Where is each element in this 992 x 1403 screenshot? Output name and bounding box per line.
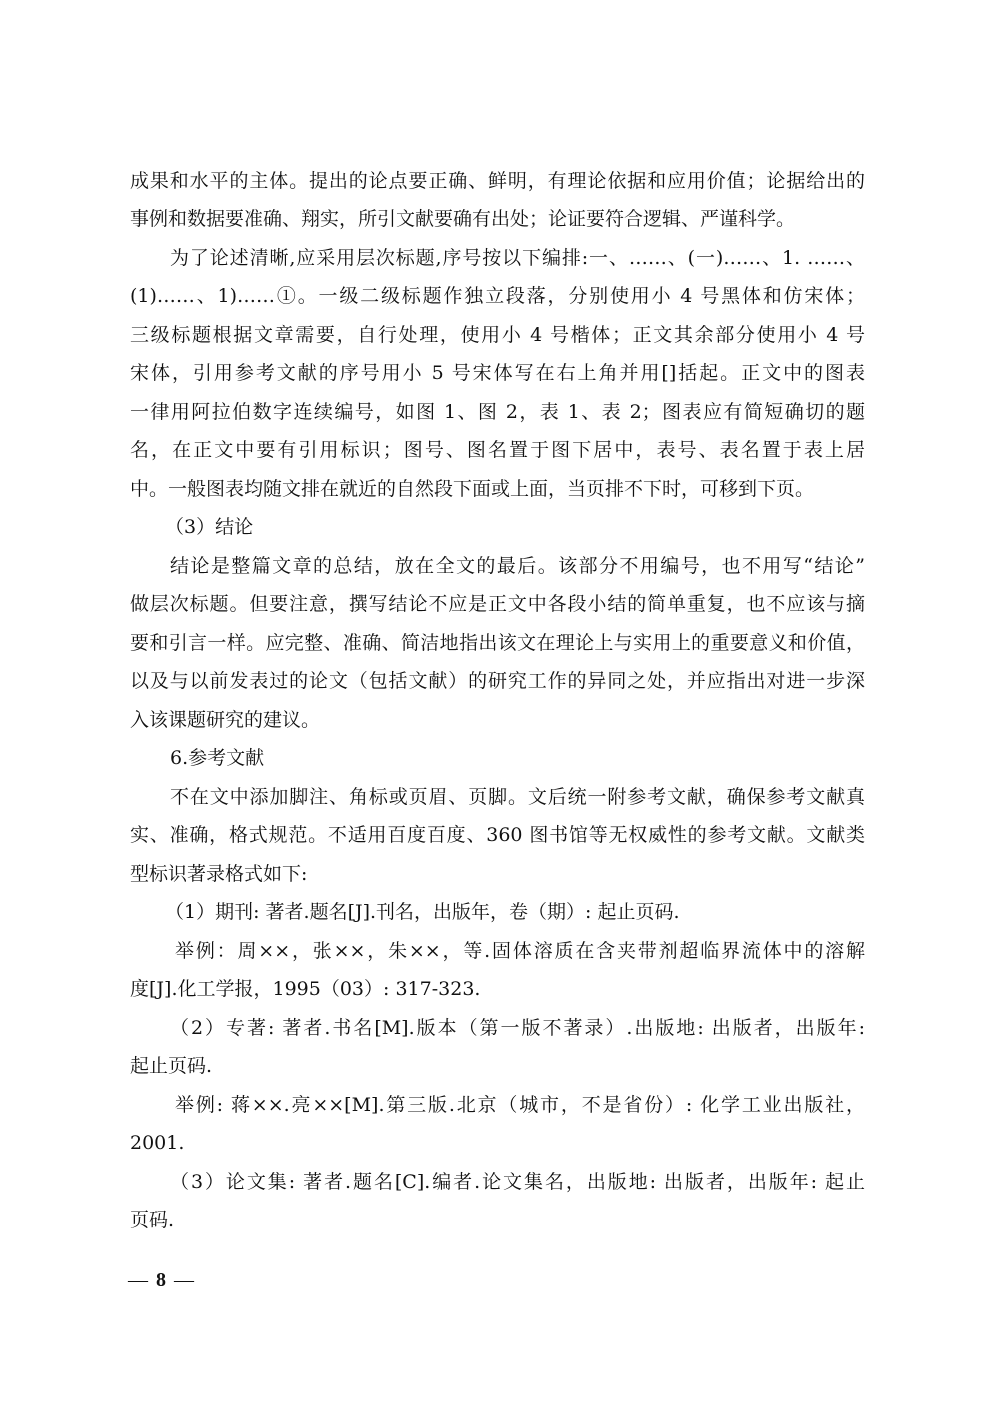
reference-format-proceedings: 页码. (130, 1209, 175, 1231)
page-number (128, 1268, 194, 1292)
section-heading-references: 6.参考文献 (170, 747, 265, 769)
reference-format-proceedings: （3）论文集: 著者.题名[C].编者.论文集名，出版地: 出版者，出版年: 起止 (170, 1171, 865, 1193)
body-line: 以及与以前发表过的论文（包括文献）的研究工作的异同之处，并应指出对进一步深 (130, 670, 865, 692)
reference-format-journal: （1）期刊: 著者.题名[J].刊名，出版年，卷（期）: 起止页码. (165, 901, 680, 923)
section-heading-conclusion: （3）结论 (165, 516, 254, 538)
reference-example: 度[J].化工学报，1995（03）: 317-323. (130, 978, 481, 1000)
body-line: 名，在正文中要有引用标识；图号、图名置于图下居中，表号、表名置于表上居 (130, 439, 865, 461)
body-line: 做层次标题。但要注意，撰写结论不应是正文中各段小结的简单重复，也不应该与摘 (130, 593, 865, 615)
body-line: 一律用阿拉伯数字连续编号，如图 1、图 2，表 1、表 2；图表应有简短确切的题 (130, 401, 865, 423)
page-dash-left: — (128, 1269, 148, 1291)
reference-format-monograph: （2）专著: 著者.书名[M].版本（第一版不著录）.出版地: 出版者，出版年: (170, 1017, 865, 1039)
body-line: (1)……、1)……①。一级二级标题作独立段落，分别使用小 4 号黑体和仿宋体； (130, 285, 865, 307)
body-line: 三级标题根据文章需要，自行处理，使用小 4 号楷体；正文其余部分使用小 4 号 (130, 324, 865, 346)
body-line: 不在文中添加脚注、角标或页眉、页脚。文后统一附参考文献，确保参考文献真 (170, 786, 865, 808)
body-line: 实、准确，格式规范。不适用百度百度、360 图书馆等无权威性的参考文献。文献类 (130, 824, 865, 846)
body-line: 要和引言一样。应完整、准确、简洁地指出该文在理论上与实用上的重要意义和价值， (130, 632, 865, 654)
body-line: 为了论述清晰,应采用层次标题,序号按以下编排:一、……、(一)……、1. ……、 (170, 247, 865, 269)
body-line: 事例和数据要准确、翔实，所引文献要确有出处；论证要符合逻辑、严谨科学。 (130, 208, 796, 230)
body-line: 成果和水平的主体。提出的论点要正确、鲜明，有理论依据和应用价值；论据给出的 (130, 170, 865, 192)
body-line: 型标识著录格式如下: (130, 863, 308, 885)
body-line: 宋体，引用参考文献的序号用小 5 号宋体写在右上角并用[]括起。正文中的图表 (130, 362, 865, 384)
body-line: 结论是整篇文章的总结，放在全文的最后。该部分不用编号，也不用写“结论” (170, 555, 865, 577)
reference-example: 举例: 蒋××.亮××[M].第三版.北京（城市，不是省份）: 化学工业出版社， (175, 1094, 865, 1116)
page-dash-right: — (174, 1269, 194, 1291)
body-line: 中。一般图表均随文排在就近的自然段下面或上面，当页排不下时，可移到下页。 (130, 478, 815, 500)
page-number-value: 8 (156, 1269, 166, 1291)
body-line: 入该课题研究的建议。 (130, 709, 321, 731)
reference-example: 举例：周××，张××，朱××，等.固体溶质在含夹带剂超临界流体中的溶解 (175, 940, 865, 962)
reference-format-monograph: 起止页码. (130, 1055, 213, 1077)
reference-example: 2001. (130, 1132, 185, 1154)
